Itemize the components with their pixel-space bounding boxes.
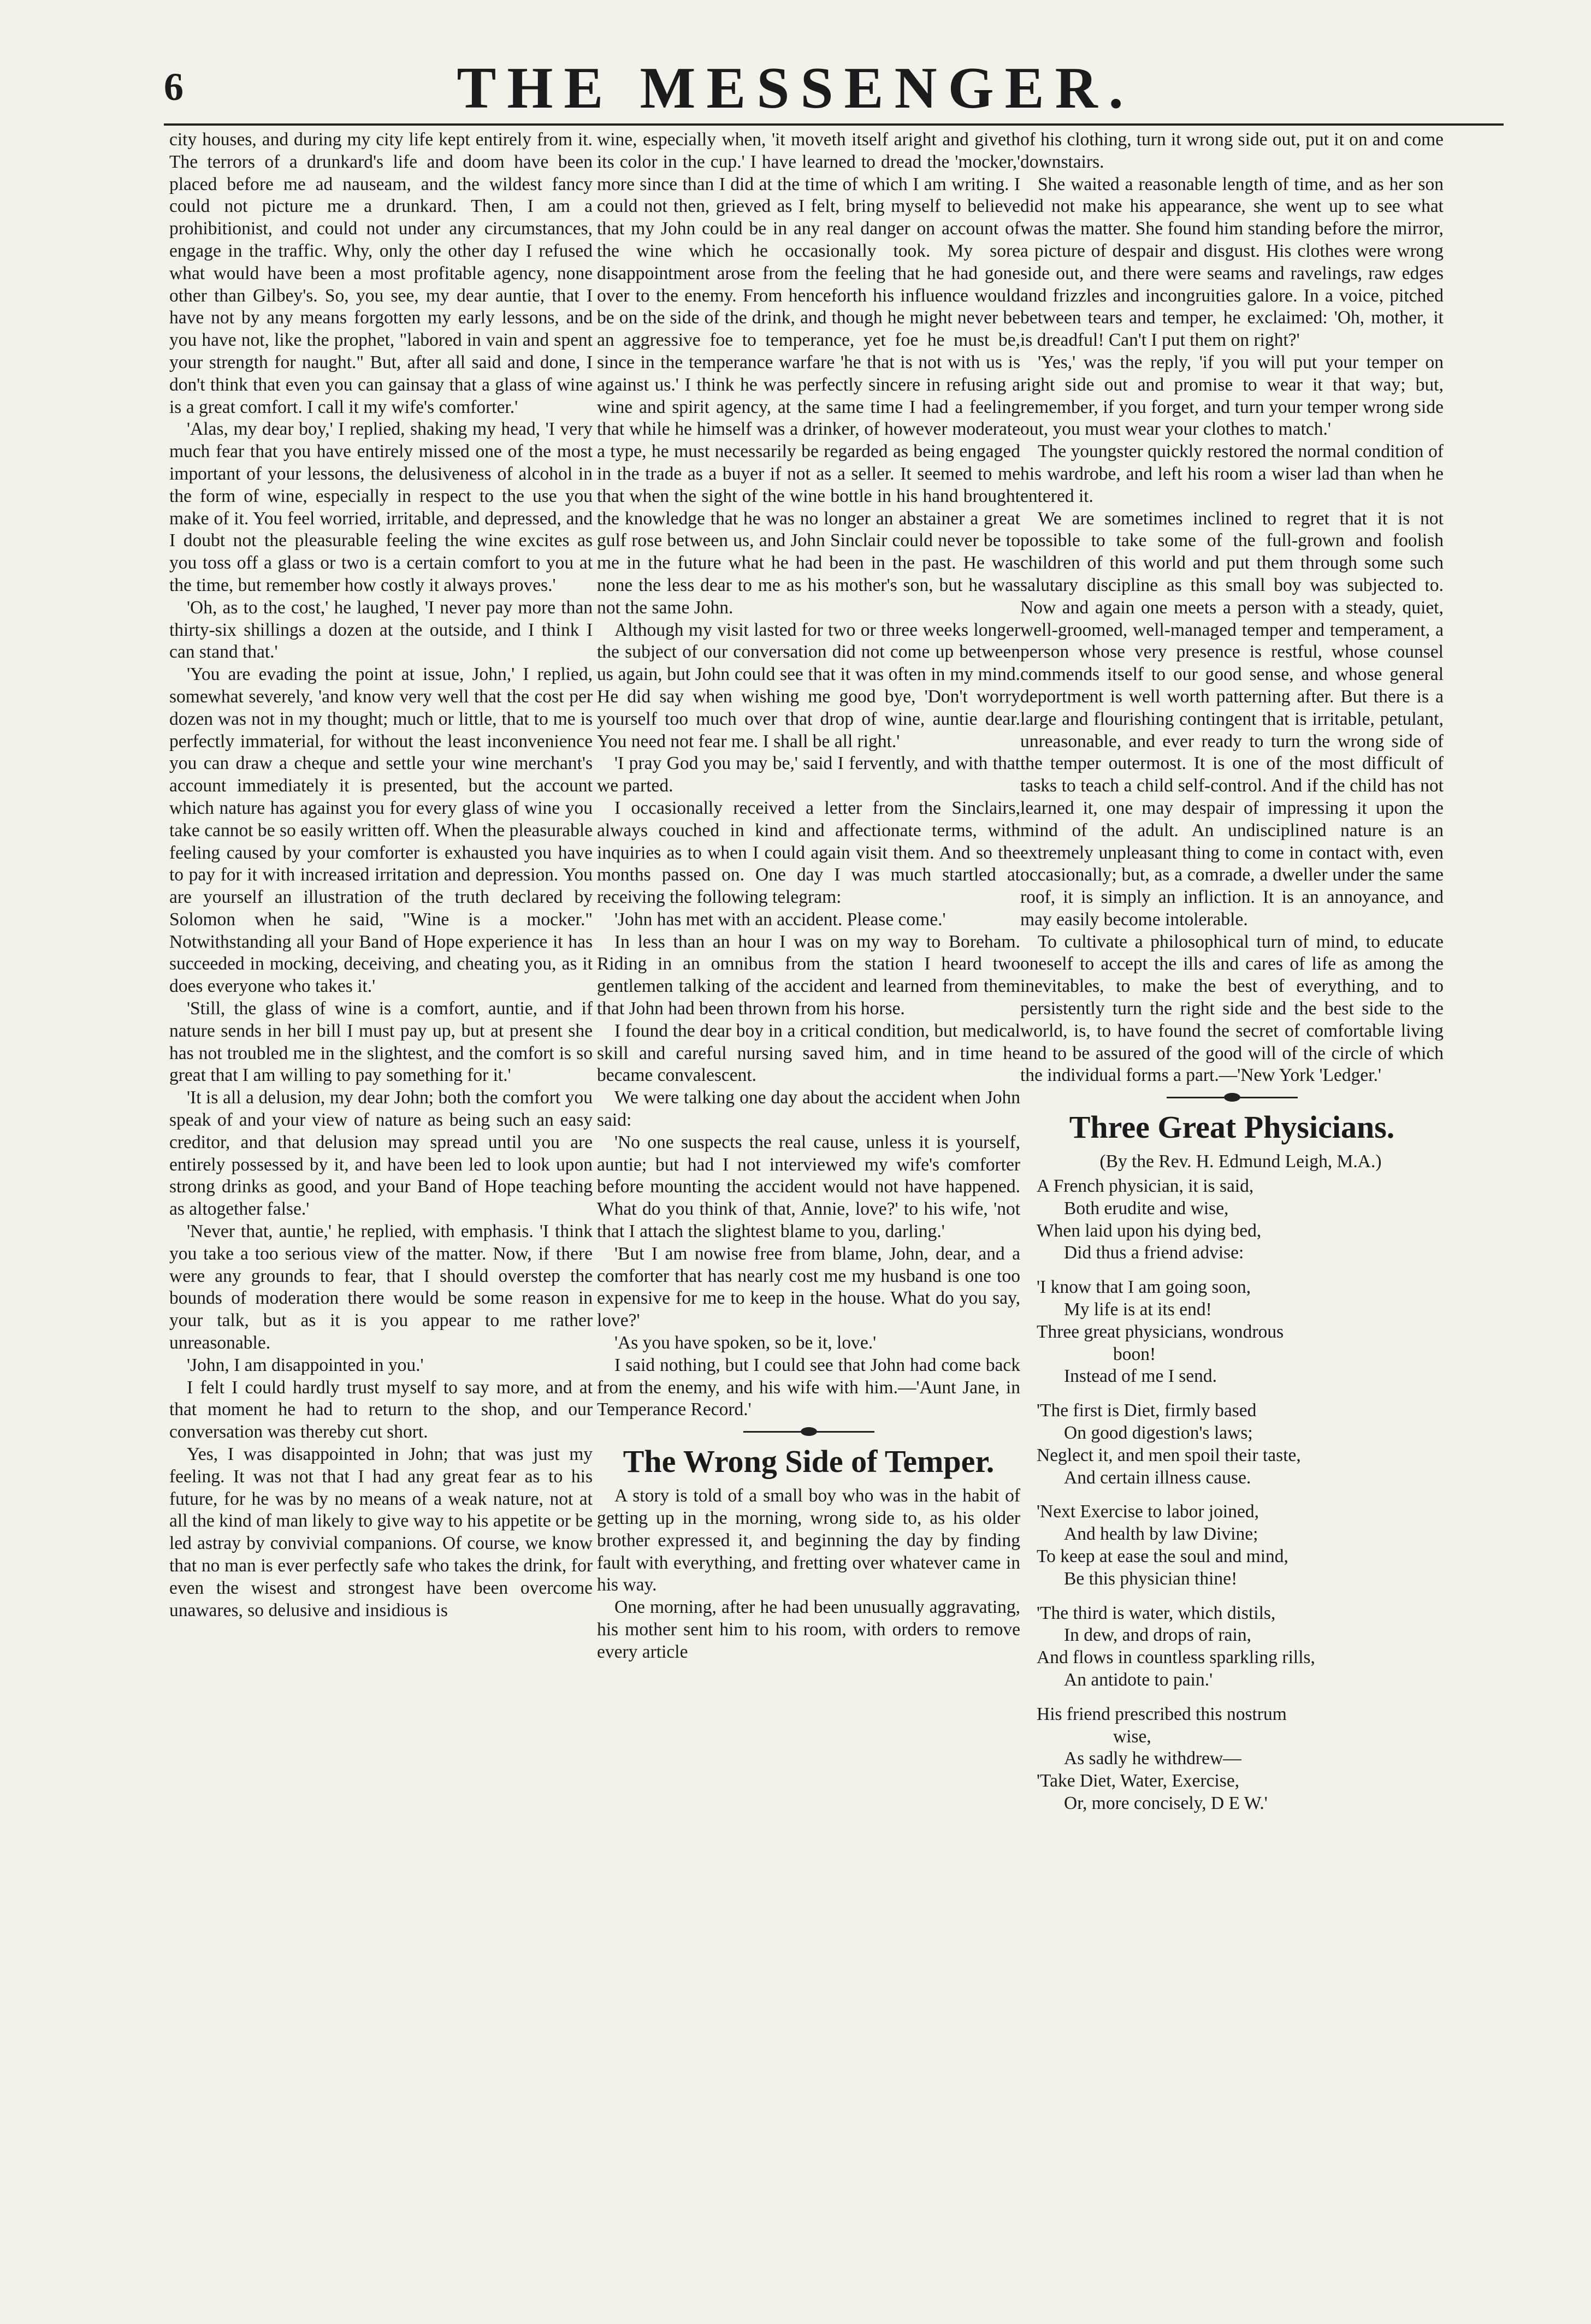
section-divider	[743, 1431, 874, 1433]
poem-stanza	[1020, 1400, 1444, 1489]
paragraph: 'You are evading the point at issue, John,' I replied, somewhat severely, 'and know very well that the cost per dozen was not in my thought; much or little, that to me is perfectly immaterial, for without the least inconvenience you can draw a cheque and settle your wine merchant's account immediately it is presented, but the account which nature has against you for every glass of wine you take cannot be so easily written off. When the pleasurable feeling caused by your comforter is exhausted you have to pay for it with increased irritation and depression. You are yourself an illustration of the truth declared by Solomon when he said, "Wine is a mocker." Notwithstanding all your Band of Hope experience it has succeeded in mocking, deceiving, and cheating you, as it does everyone who takes it.'	[169, 664, 593, 997]
paragraph: of his clothing, turn it wrong side out, put it on and come downstairs.	[1020, 129, 1444, 172]
paragraph: 'Never that, auntie,' he replied, with emphasis. 'I think you take a too serious view of the matter. Now, if there were any grounds to fear, that I should overstep the bounds of moderation there would be some reason in your talk, but as it is you appear to me rather unreasonable.	[169, 1221, 593, 1353]
poem-line: An antidote to pain.'	[1064, 1670, 1213, 1690]
poem-line: Did thus a friend advise:	[1064, 1243, 1244, 1263]
column-3	[1020, 129, 1444, 1827]
poem-line: A French physician, it is said,	[1037, 1176, 1254, 1197]
poem-line: Instead of me I send.	[1064, 1366, 1217, 1387]
paragraph: To cultivate a philosophical turn of mind, to educate oneself to accept the ills and cares of life as among the inevitables, to make the best of everything, and to persistently turn the right side and the best side to the world, is, to have found the secret of comfortable living and to be assured of the good will of the circle of which the individual forms a part.—'New York 'Ledger.'	[1020, 931, 1444, 1086]
paragraph: 'It is all a delusion, my dear John; both the comfort you speak of and your view of nature as being such an easy creditor, and that delusion may spread until you are entirely possessed by it, and have been led to look upon strong drinks as good, and your Band of Hope teaching as altogether false.'	[169, 1087, 593, 1220]
poem-line: wise,	[1113, 1726, 1151, 1747]
poem-line: When laid upon his dying bed,	[1037, 1220, 1262, 1241]
paragraph: 'But I am nowise free from blame, John, dear, and a comforter that has nearly cost me my husband is one too expensive for me to keep in the house. What do you say, love?'	[597, 1243, 1020, 1331]
poem-line: To keep at ease the soul and mind,	[1037, 1546, 1288, 1567]
paragraph: I found the dear boy in a critical condition, but medical skill and careful nursing saved him, and in time he became convalescent.	[597, 1020, 1020, 1086]
poem-stanza	[1020, 1602, 1444, 1692]
poem-line: On good digestion's laws;	[1064, 1423, 1253, 1444]
poem-line: And certain illness cause.	[1064, 1467, 1251, 1488]
poem-line: And flows in countless sparkling rills,	[1037, 1647, 1315, 1668]
poem-line: Or, more concisely, D E W.'	[1064, 1793, 1268, 1813]
paragraph: A story is told of a small boy who was in the habit of getting up in the morning, wrong side to, as his older brother expressed it, and beginning the day by finding fault with everything, and fretting over whatever came in his way.	[597, 1486, 1020, 1595]
masthead-title: THE MESSENGER.	[457, 56, 1134, 121]
poem-body	[1020, 1175, 1444, 1815]
poem-line: As sadly he withdrew—	[1064, 1748, 1241, 1769]
poem-line: And health by law Divine;	[1064, 1524, 1258, 1545]
poem-stanza	[1020, 1175, 1444, 1264]
poem-stanza	[1020, 1704, 1444, 1815]
paragraph: 'Still, the glass of wine is a comfort, auntie, and if nature sends in her bill I must pay up, but at present she has not troubled me in the slightest, and the comfort is so great that I am willing to pay something for it.'	[169, 998, 593, 1086]
poem-line: 'I know that I am going soon,	[1037, 1277, 1251, 1298]
paragraph: The youngster quickly restored the normal condition of his wardrobe, and left his room a wiser lad than when he entered it.	[1020, 441, 1444, 506]
poem-line: Both erudite and wise,	[1064, 1198, 1229, 1219]
paragraph: city houses, and during my city life kept entirely from it. The terrors of a drunkard's life and doom have been placed before me ad nauseam, and the wildest fancy could not picture me a drunkard. Then, I am a prohibitionist, and could not under any circumstances, engage in the traffic. Why, only the other day I refused what would have been a most profitable agency, none other than Gilbey's. So, you see, my dear auntie, that I have not by any means forgotten my early lessons, and you have not, like the prophet, "labored in vain and spent your strength for naught." But, after all said and done, I don't think that even you can gainsay that a glass of wine is a great comfort. I call it my wife's comforter.'	[169, 129, 593, 417]
poem-line: 'The third is water, which distils,	[1037, 1602, 1276, 1623]
poem-title: Three Great Physicians.	[1069, 1109, 1395, 1145]
poem-line: My life is at its end!	[1064, 1299, 1212, 1320]
column-1	[169, 129, 593, 1622]
paragraph: Although my visit lasted for two or three weeks longer the subject of our conversation did not come up between us again, but John could see that it was often in my mind. He did say when wishing me good bye, 'Don't worry yourself too much over that drop of wine, auntie dear. You need not fear me. I shall be all right.'	[597, 619, 1020, 752]
poem-line: His friend prescribed this nostrum	[1037, 1704, 1287, 1724]
paragraph: We are sometimes inclined to regret that it is not possible to take some of the full-grown and foolish children of this world and put them through some such salutary discipline as this small boy was subjected to. Now and again one meets a person with a steady, quiet, well-groomed, well-managed temper and temperament, a person whose very presence is restful, whose counsel commends itself to our good sense, and whose general deportment is well worth patterning after. But there is a large and flourishing contingent that is irritable, petulant, unreasonable, and ever ready to turn the wrong side of the temper outermost. It is one of the most difficult of tasks to teach a child self-control. And if the child has not learned it, one may despair of impressing it upon the mind of the adult. An undisciplined nature is an extremely unpleasant thing to come in contact with, even occasionally; but, as a comrade, a dweller under the same roof, it is simply an infliction. It is an annoyance, and may easily become intolerable.	[1020, 508, 1444, 930]
paragraph: She waited a reasonable length of time, and as her son did not make his appearance, she went up to see what was the matter. She found him standing before the mirror, a picture of despair and disgust. His clothes were wrong side out, and there were seams and ravelings, raw edges and frizzles and incongruities galore. In a voice, pitched between tears and temper, he exclaimed: 'Oh, mother, it is dreadful! Can't I put them on right?'	[1020, 174, 1444, 351]
paragraph: 'As you have spoken, so be it, love.'	[614, 1333, 877, 1353]
paragraph: 'Yes,' was the reply, 'if you will put your temper on right side out and promise to wear it that way; but, remember, if you forget, and turn your temper wrong side out, you must wear your clothes to match.'	[1020, 352, 1444, 440]
section-divider	[1167, 1097, 1298, 1098]
poem-line: 'Take Diet, Water, Exercise,	[1037, 1771, 1240, 1791]
paragraph: wine, especially when, 'it moveth itself aright and giveth its color in the cup.' I have learned to dread the 'mocker,' more since than I did at the time of which I am writing. I could not then, grieved as I felt, bring myself to believe that my John could be in any real danger on account of the wine which he occasionally took. My sore disappointment arose from the feeling that he had gone over to the enemy. From henceforth his influence would be on the side of the drink, and though he might never be an aggressive foe to temperance, yet foe he must be, since in the temperance warfare 'he that is not with us is against us.' I think he was perfectly sincere in refusing a wine and spirit agency, at the same time I had a feeling that while he himself was a drinker, of however moderate a type, he must necessarily be regarded as being engaged in the trade as a buyer if not as a seller. It seemed to me that when the sight of the wine bottle in his hand brought the knowledge that he was no longer an abstainer a great gulf rose between us, and John Sinclair could never be to me in the future what he had been in the past. He was none the less dear to me as his mother's son, but he was not the same John.	[597, 129, 1020, 618]
paragraph: 'John, I am disappointed in you.'	[187, 1355, 424, 1375]
header-rule	[164, 123, 1504, 126]
paragraph: We were talking one day about the accident when John said:	[597, 1087, 1020, 1131]
paragraph: I occasionally received a letter from the Sinclairs, always couched in kind and affectionate terms, with inquiries as to when I could again visit them. And so the months passed on. One day I was much startled at receiving the following telegram:	[597, 797, 1020, 908]
paragraph: One morning, after he had been unusually aggravating, his mother sent him to his room, with orders to remove every article	[597, 1597, 1020, 1662]
paragraph: In less than an hour I was on my way to Boreham. Riding in an omnibus from the station I heard two gentlemen talking of the accident and learned from them that John had been thrown from his horse.	[597, 931, 1020, 1019]
paragraph: Yes, I was disappointed in John; that was just my feeling. It was not that I had any great fear as to his future, for he was by no means of a weak nature, not at all the kind of man likely to give way to his appetite or be led astray by convivial companions. Of course, we know that no man is ever perfectly safe who takes the drink, for even the wisest and strongest have been overcome unawares, so delusive and insidious is	[169, 1444, 593, 1621]
poem-line: Three great physicians, wondrous	[1037, 1321, 1284, 1342]
poem-line: 'Next Exercise to labor joined,	[1037, 1501, 1259, 1522]
paragraph: 'No one suspects the real cause, unless it is yourself, auntie; but had I not interviewed my wife's comforter before mounting the accident would not have happened. What do you think of that, Annie, love?' to his wife, 'not that I attach the slightest blame to you, darling.'	[597, 1132, 1020, 1242]
poem-line: In dew, and drops of rain,	[1064, 1625, 1251, 1646]
poem-stanza	[1020, 1501, 1444, 1590]
paragraph: 'Oh, as to the cost,' he laughed, 'I never pay more than thirty-six shillings a dozen at the outside, and I think I can stand that.'	[169, 597, 593, 663]
paragraph: 'John has met with an accident. Please come.'	[614, 909, 946, 930]
poem-line: boon!	[1113, 1344, 1156, 1364]
poem-stanza	[1020, 1276, 1444, 1388]
paragraph: I felt I could hardly trust myself to say more, and at that moment he had to return to the shop, and our conversation was thereby cut short.	[169, 1377, 593, 1442]
article-headline: The Wrong Side of Temper.	[623, 1444, 995, 1480]
poem-byline: (By the Rev. H. Edmund Leigh, M.A.)	[1099, 1151, 1382, 1172]
column-2	[597, 129, 1020, 1664]
paragraph: 'I pray God you may be,' said I fervently, and with that we parted.	[597, 753, 1020, 796]
paragraph: 'Alas, my dear boy,' I replied, shaking my head, 'I very much fear that you have entirely missed one of the most important of your lessons, the delusiveness of alcohol in the form of wine, especially in respect to the use you make of it. You feel worried, irritable, and depressed, and I doubt not the pleasurable feeling the wine excites as you toss off a glass or two is a certain comfort to you at the time, but remember how costly it always proves.'	[169, 419, 593, 595]
poem-line: Neglect it, and men spoil their taste,	[1037, 1445, 1301, 1465]
poem-line: 'The first is Diet, firmly based	[1037, 1400, 1257, 1421]
poem-line: Be this physician thine!	[1064, 1568, 1238, 1589]
page-number: 6	[164, 65, 184, 109]
paragraph: I said nothing, but I could see that John had come back from the enemy, and his wife with him.—'Aunt Jane, in Temperance Record.'	[597, 1355, 1020, 1420]
